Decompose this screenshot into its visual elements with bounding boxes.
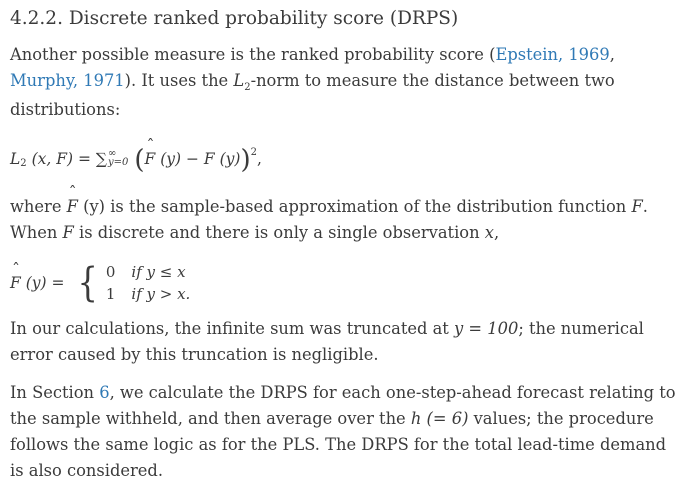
symbol-F: F: [62, 223, 74, 242]
section-6-link[interactable]: 6: [99, 383, 110, 402]
inline-math: h (= 6): [410, 409, 469, 428]
where-text: ,: [493, 223, 500, 242]
eq-term: (y): [214, 150, 241, 168]
fhat-definition-equation: [10, 258, 677, 308]
drps-equation: [10, 140, 677, 178]
citation-murphy-link[interactable]: Murphy, 1971: [10, 71, 125, 90]
eq-term: (y) −: [155, 150, 204, 168]
citation-epstein-link[interactable]: Epstein, 1969: [495, 45, 610, 64]
f-hat: ˆ F: [145, 150, 156, 168]
case-row: [106, 261, 190, 283]
open-paren: (: [134, 145, 145, 175]
intro-paragraph: [10, 42, 677, 123]
case-row: [106, 283, 190, 305]
eq-L-subscript: 2: [20, 157, 27, 169]
f-hat: ˆ F: [67, 194, 78, 220]
para-text: values; the procedure follows the same logic as for the PLS. The DRPS for the total lead-time demand is also considered.: [10, 409, 667, 480]
sum-limits: [108, 149, 128, 167]
where-paragraph: [10, 194, 677, 246]
inline-math: y = 100: [454, 319, 519, 338]
symbol-x: x: [484, 223, 494, 242]
eq-lhs: (y) =: [20, 274, 70, 292]
truncation-paragraph: [10, 316, 677, 368]
where-text: (y) is the sample-based approximation of the distribution function: [77, 197, 632, 216]
sum-lower-limit: y=0: [107, 157, 129, 168]
para-text: ; the numerical error caused by this truncation is negligible.: [10, 319, 644, 364]
eq-comma: ,: [256, 150, 262, 168]
eq-L: L: [10, 150, 21, 168]
eq-f: F: [203, 150, 215, 168]
close-paren: ): [240, 145, 251, 175]
citation-separator: ,: [609, 45, 615, 64]
sum-symbol: ∑: [95, 150, 107, 168]
where-text: When: [10, 223, 63, 242]
case-value: 1: [105, 285, 116, 303]
norm-subscript: 2: [244, 82, 251, 93]
sum-upper-limit: ∞: [107, 148, 117, 159]
case-condition: if y > x.: [131, 285, 191, 303]
case-condition: if y ≤ x: [131, 263, 186, 281]
section-ref-paragraph: [10, 380, 677, 484]
eq-args: (x, F) =: [26, 150, 96, 168]
norm-symbol: L: [233, 71, 245, 90]
symbol-F: F: [631, 197, 643, 216]
where-text: .: [642, 197, 648, 216]
cases-brace: {: [77, 260, 99, 306]
para-text: In Section: [10, 383, 100, 402]
where-text: where: [10, 197, 67, 216]
case-value: 0: [105, 263, 116, 281]
intro-text: ). It uses the: [124, 71, 234, 90]
f-hat: ˆ F: [10, 274, 21, 292]
cases-list: [106, 261, 190, 305]
intro-text: -norm to measure the distance between two distributions:: [10, 71, 615, 119]
para-text: In our calculations, the infinite sum was truncated at: [10, 319, 455, 338]
eq-power: 2: [250, 146, 257, 158]
where-text: is discrete and there is only a single observation: [73, 223, 485, 242]
para-text: , we calculate the DRPS for each one-step-ahead forecast relating to the sample withheld, and then average over the: [10, 383, 676, 428]
section-heading: 4.2.2. Discrete ranked probability score (DRPS): [10, 8, 459, 29]
intro-text: Another possible measure is the ranked probability score (: [10, 45, 496, 64]
